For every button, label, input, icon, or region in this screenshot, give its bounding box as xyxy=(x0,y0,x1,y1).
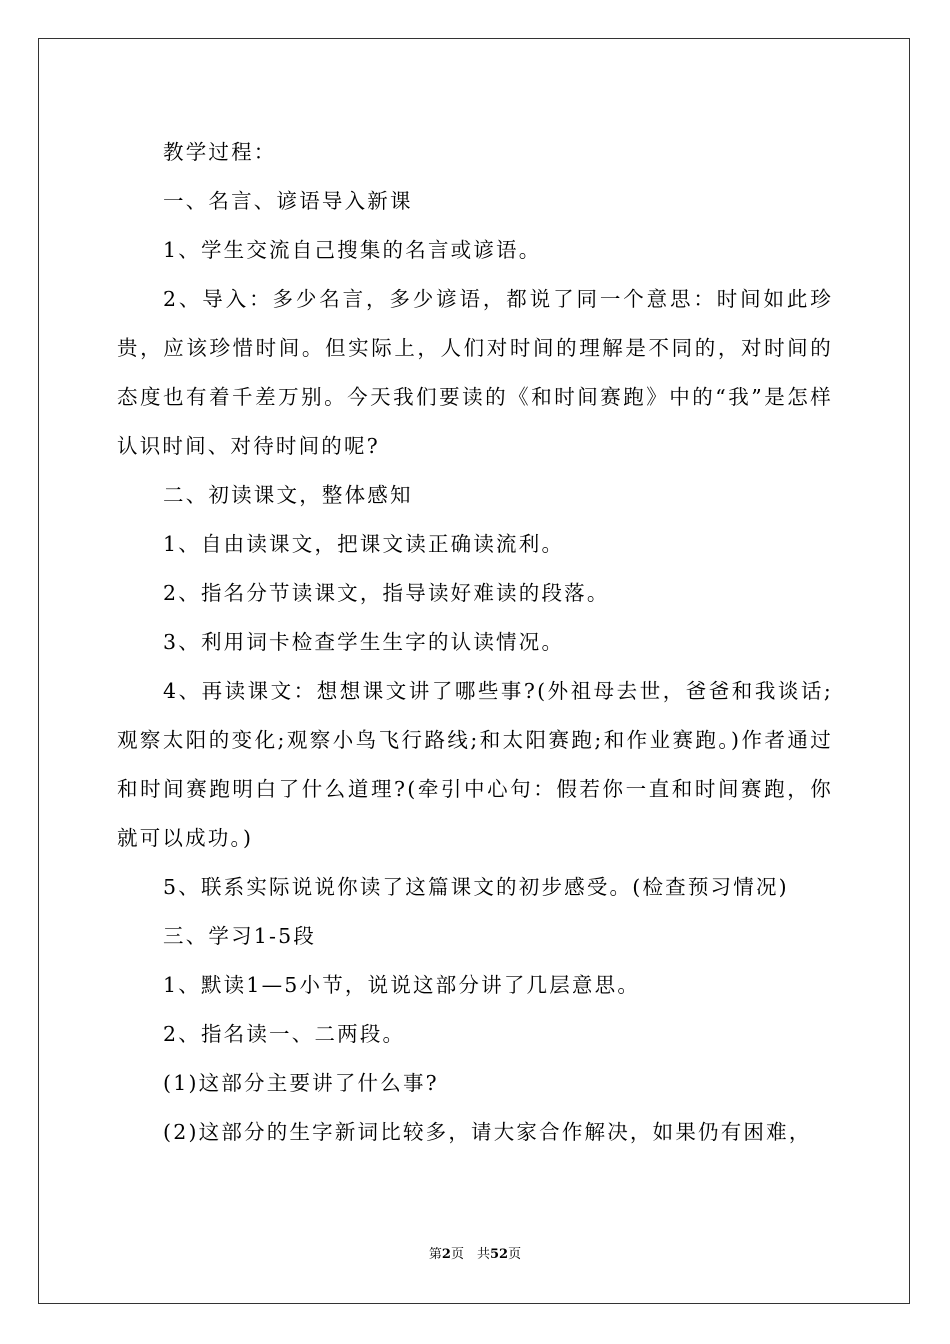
paragraph: 4、再读课文：想想课文讲了哪些事?(外祖母去世，爸爸和我谈话;观察太阳的变化;观察小鸟飞行路线;和太阳赛跑;和作业赛跑。)作者通过和时间赛跑明白了什么道理?(牵引中心句：假若你一直和时间赛跑，你就可以成功。) xyxy=(117,679,833,850)
paragraph: 2、指名读一、二两段。 xyxy=(163,1022,406,1046)
paragraph: (2)这部分的生字新词比较多，请大家合作解决，如果仍有困难， xyxy=(163,1120,812,1144)
footer-middle: 页 共 xyxy=(450,1247,490,1262)
paragraph: 5、联系实际说说你读了这篇课文的初步感受。(检查预习情况) xyxy=(163,875,789,899)
paragraph: 3、利用词卡检查学生生字的认读情况。 xyxy=(163,630,565,654)
footer-prefix: 第 xyxy=(428,1247,442,1262)
paragraph: 1、学生交流自己搜集的名言或谚语。 xyxy=(163,238,542,262)
footer-suffix: 页 xyxy=(508,1247,522,1262)
paragraph: 2、导入：多少名言，多少谚语，都说了同一个意思：时间如此珍贵，应该珍惜时间。但实际上，人们对时间的理解是不同的，对时间的态度也有着千差万别。今天我们要读的《和时间赛跑》中的“我”是怎样认识时间、对待时间的呢? xyxy=(117,287,833,458)
paragraph: 1、自由读课文，把课文读正确读流利。 xyxy=(163,532,565,556)
paragraph-section-3-title: 三、学习1-5段 xyxy=(163,924,317,948)
paragraph-section-1-title: 一、名言、谚语导入新课 xyxy=(163,189,413,213)
paragraph: 2、指名分节读课文，指导读好难读的段落。 xyxy=(163,581,610,605)
footer-total-pages: 52 xyxy=(489,1247,509,1262)
paragraph: 1、默读1—5小节，说说这部分讲了几层意思。 xyxy=(163,973,641,997)
paragraph: (1)这部分主要讲了什么事? xyxy=(163,1071,439,1095)
paragraph-heading-process: 教学过程： xyxy=(163,140,277,164)
paragraph-section-2-title: 二、初读课文，整体感知 xyxy=(163,483,413,507)
document-body xyxy=(117,128,833,1157)
page-footer xyxy=(0,1243,950,1262)
footer-page-number: 2 xyxy=(441,1247,451,1262)
